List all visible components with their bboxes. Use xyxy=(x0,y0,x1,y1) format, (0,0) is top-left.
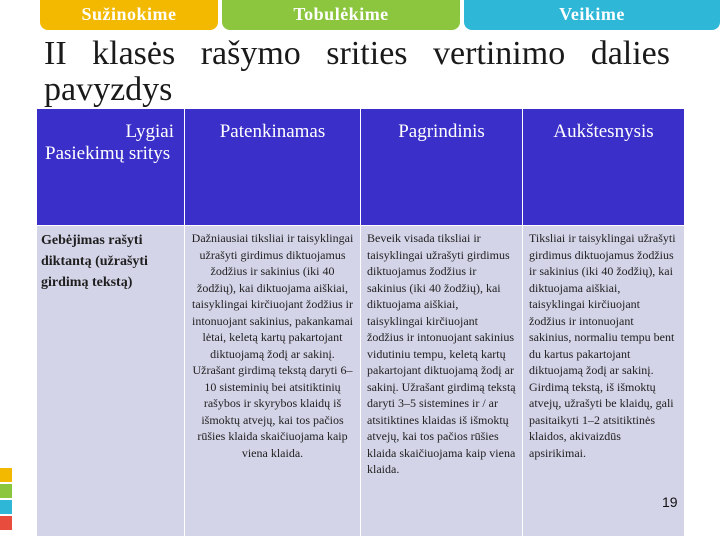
cell-basic: Beveik visada tiksliai ir taisyklingai užrašyti girdimus diktuojamus žodžius ir sakinius (iki 40 žodžių), kai diktuojama aiškiai, taisyklingai kirčiuojant žodžius ir intonuojant sakinius vidutiniu tempu, keletą kartų pakartojant diktuojamą žodį ar sakinį. Užrašant girdimą tekstą daryti 3–5 sistemines ir / ar atsitiktines klaidas iš išmoktų atvejų, kai tos pačios rūšies klaida skaičiuojama kaip viena klaida. xyxy=(361,226,523,537)
level-header-basic: Pagrindinis xyxy=(361,109,523,226)
table-row xyxy=(37,226,685,537)
corner-levels-label: Lygiai xyxy=(125,121,174,142)
assessment-table xyxy=(36,108,685,537)
decor-strip-red xyxy=(0,516,12,530)
table-header-row xyxy=(37,109,685,226)
cell-advanced: Tiksliai ir taisyklingai užrašyti girdimus diktuojamus žodžius ir sakinius (iki 40 žodžių), kai diktuojama aiškiai, taisyklingai kirčiuojant žodžius ir intonuojant sakinius, normaliu tempu bent du kartus pakartojant diktuojamą žodį ar sakinį. Girdimą tekstą, iš išmoktų atvejų, užrašyti be klaidų, gali pasitaikyti 1–2 atsitiktinės klaidos, akivaizdūs apsirikimai. xyxy=(523,226,685,537)
level-header-satisfactory: Patenkinamas xyxy=(185,109,361,226)
tab-suzinokime[interactable]: Sužinokime xyxy=(40,0,218,30)
page-title: II klasės rašymo srities vertinimo dalies pavyzdys xyxy=(44,35,670,108)
cell-satisfactory: Dažniausiai tiksliai ir taisyklingai užrašyti girdimus diktuojamus žodžius ir sakinius (iki 40 žodžių), kai diktuojama aiškiai, taisyklingai kirčiuojant žodžius ir intonuojant sakinius, pakankamai lėtai, keletą kartų pakartojant diktuojamą žodį ar sakinį. Užrašant girdimą tekstą daryti 6–10 sisteminių bei atsitiktinių rašybos ir skyrybos klaidų iš išmoktų atvejų, kai tos pačios rūšies klaida skaičiuojama kaip viena klaida. xyxy=(185,226,361,537)
tab-veikime[interactable]: Veikime xyxy=(464,0,720,30)
decor-strip-yellow xyxy=(0,468,12,482)
corner-header xyxy=(37,109,185,226)
page-number: 19 xyxy=(662,494,678,510)
decor-strip-green xyxy=(0,484,12,498)
decor-strip-blue xyxy=(0,500,12,514)
achievement-area-cell: Gebėjimas rašyti diktantą (užrašyti girdimą tekstą) xyxy=(37,226,185,537)
tab-tobulekime[interactable]: Tobulėkime xyxy=(222,0,460,30)
level-header-advanced: Aukštesnysis xyxy=(523,109,685,226)
corner-areas-label: Pasiekimų sritys xyxy=(45,143,171,164)
